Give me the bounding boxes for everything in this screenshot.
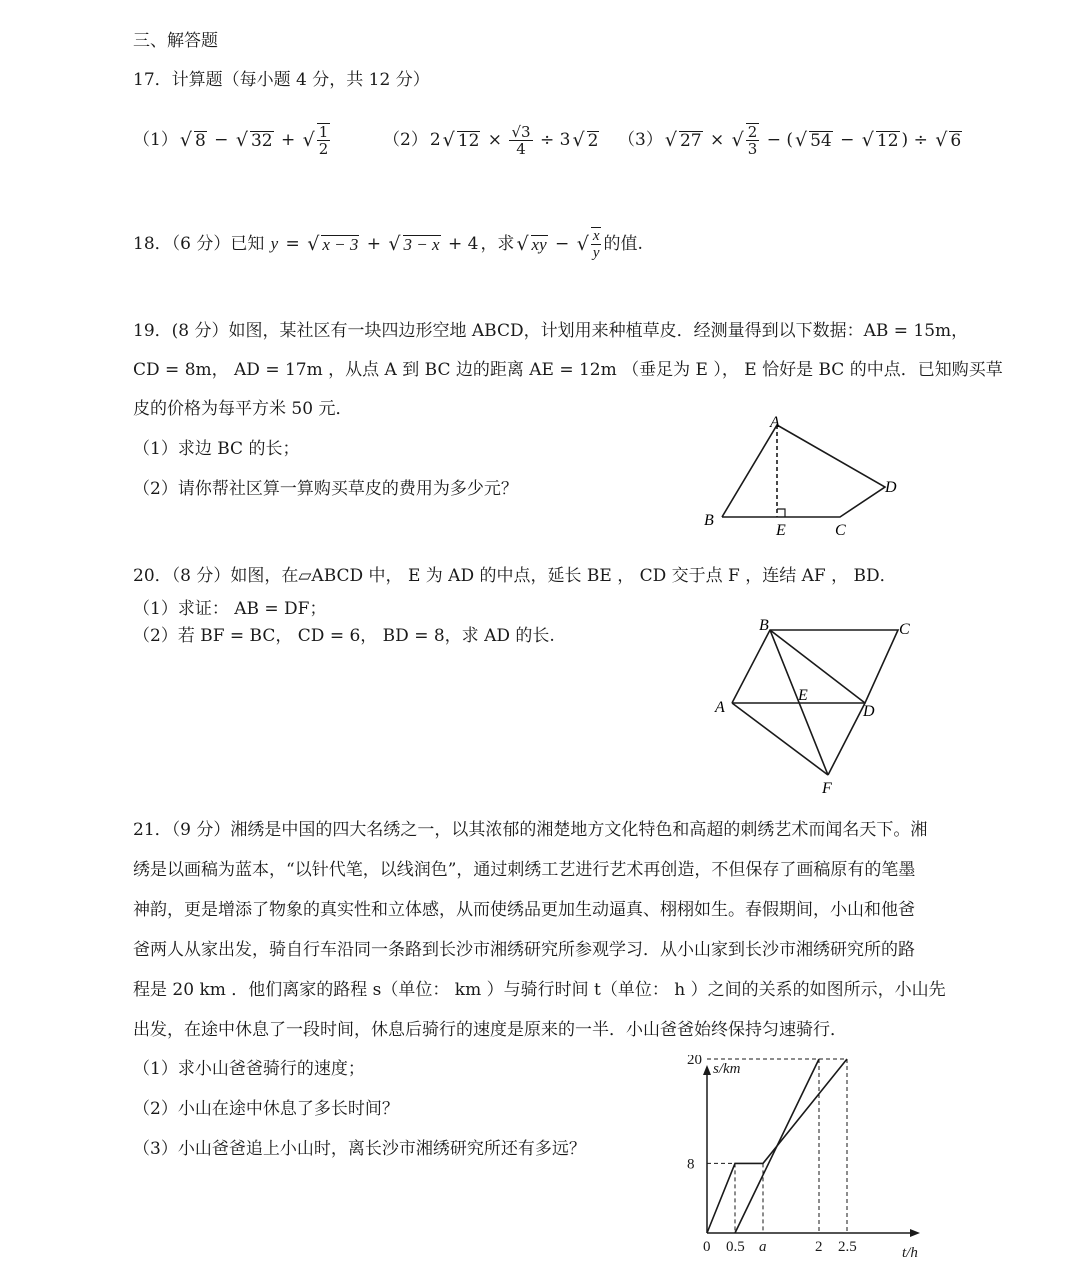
q17-part3-label: （3）	[618, 130, 663, 150]
q20-sub2: （2）若 BF = BC， CD = 6， BD = 8，求 AD 的长.	[133, 626, 555, 646]
q21-line4: 爸两人从家出发，骑自行车沿同一条路到长沙市湘绣研究所参观学习．从小山家到长沙市湘绣研究所的路	[133, 940, 915, 960]
q21-chart	[670, 1055, 940, 1265]
y-tick-20: 20	[687, 1055, 702, 1068]
q17-part3: （3） √ 27 × √ $\frac{2}{3}$ − ( √ 54 − √ 12 ) ÷ √ 6	[618, 123, 962, 158]
x-tick-a: a	[759, 1239, 767, 1255]
x-axis-arrow	[910, 1229, 920, 1237]
q19-label-E: E	[776, 522, 786, 539]
q20-label-A: A	[715, 699, 725, 716]
x-tick-2: 2	[815, 1239, 823, 1255]
q21-sub2: （2）小山在途中休息了多长时间？	[133, 1099, 399, 1119]
q20-label-B: B	[759, 617, 769, 634]
q21-line5: 程是 20 km ．他们离家的路程 s（单位： km ）与骑行时间 t（单位： h ）之间的关系的如图所示，小山先	[133, 980, 946, 1000]
q19-label-D: D	[885, 479, 897, 496]
q20-label-D: D	[863, 703, 875, 720]
x-axis-label: t/h	[902, 1245, 918, 1261]
q20-label-F: F	[822, 780, 832, 797]
q18-prefix: 18．（6 分）已知	[133, 234, 265, 254]
q20-parallelogram	[732, 630, 898, 703]
q20-sub1: （1）求证： AB = DF；	[133, 599, 327, 619]
q21-sub3: （3）小山爸爸追上小山时，离长沙市湘绣研究所还有多远？	[133, 1139, 586, 1159]
q20-label-E: E	[798, 687, 808, 704]
q19-sub2: （2）请你帮社区算一算购买草皮的费用为多少元？	[133, 479, 518, 499]
q17-part1: （1） √ 8 − √ 32 + √ $\frac{1}{2}$	[133, 123, 329, 158]
q19-label-B: B	[704, 512, 714, 529]
q17-header: 17．计算题（每小题 4 分，共 12 分）	[133, 70, 430, 90]
q20-figure	[705, 610, 930, 800]
q21-line1: 21．（9 分）湘绣是中国的四大名绣之一，以其浓郁的湘楚地方文化特色和高超的刺绣艺术而闻名天下。湘	[133, 820, 928, 840]
q19-sub1: （1）求边 BC 的长；	[133, 439, 300, 459]
q21-line2: 绣是以画稿为蓝本，“以针代笔，以线润色”，通过刺绣工艺进行艺术再创造，不但保存了画稿原有的笔墨	[133, 860, 916, 880]
q19-label-C: C	[835, 522, 846, 539]
q19-figure	[690, 405, 920, 540]
q21-line6: 出发，在途中休息了一段时间，休息后骑行的速度是原来的一半．小山爸爸始终保持匀速骑行．	[133, 1020, 847, 1040]
y-tick-8: 8	[687, 1156, 695, 1173]
q18-suffix: 的值.	[603, 234, 643, 254]
x-tick-0.5: 0.5	[726, 1239, 745, 1255]
q19-quadrilateral	[722, 425, 885, 517]
x-tick-0: 0	[703, 1239, 711, 1255]
q17-part2: （2） 2 √ 12 × $\frac{√3}{4}$ ÷ 3 √ 2	[383, 122, 599, 158]
q20-line-DF	[828, 703, 865, 775]
q18-mid: ，求	[480, 234, 515, 254]
section-title: 三、解答题	[133, 31, 218, 51]
q19-line1: 19．(8 分）如图，某社区有一块四边形空地 ABCD，计划用来种植草皮．经测量得到以下数据：AB = 15m，	[133, 321, 969, 341]
y-axis-label: s/km	[713, 1061, 741, 1077]
q19-line2: CD = 8m， AD = 17m ，从点 A 到 BC 边的距离 AE = 12m （垂足为 E ）， E 恰好是 BC 的中点．已知购买草	[133, 360, 1003, 380]
q21-line3: 神韵，更是增添了物象的真实性和立体感，从而使绣品更加生动逼真、栩栩如生。春假期间，小山和他爸	[133, 900, 915, 920]
x-tick-2.5: 2.5	[838, 1239, 857, 1255]
q17-part1-label: （1）	[133, 130, 178, 150]
y-axis-arrow	[703, 1065, 711, 1075]
q20-label-C: C	[899, 621, 910, 638]
q18-line: 18．（6 分）已知 y = √ x − 3 + √ 3 − x + 4 ，求 √ xy − √ $\frac{x}{y}$ 的值.	[133, 228, 643, 261]
q19-line3: 皮的价格为每平方米 50 元．	[133, 399, 353, 419]
q19-label-A: A	[770, 414, 780, 431]
q17-part2-label: （2）	[383, 130, 428, 150]
q21-sub1: （1）求小山爸爸骑行的速度；	[133, 1059, 365, 1079]
q20-line1: 20．（8 分）如图，在▱ABCD 中， E 为 AD 的中点，延长 BE ， CD 交于点 F ，连结 AF ， BD．	[133, 566, 897, 586]
q19-right-angle	[777, 509, 785, 517]
series-line-2	[735, 1059, 819, 1233]
